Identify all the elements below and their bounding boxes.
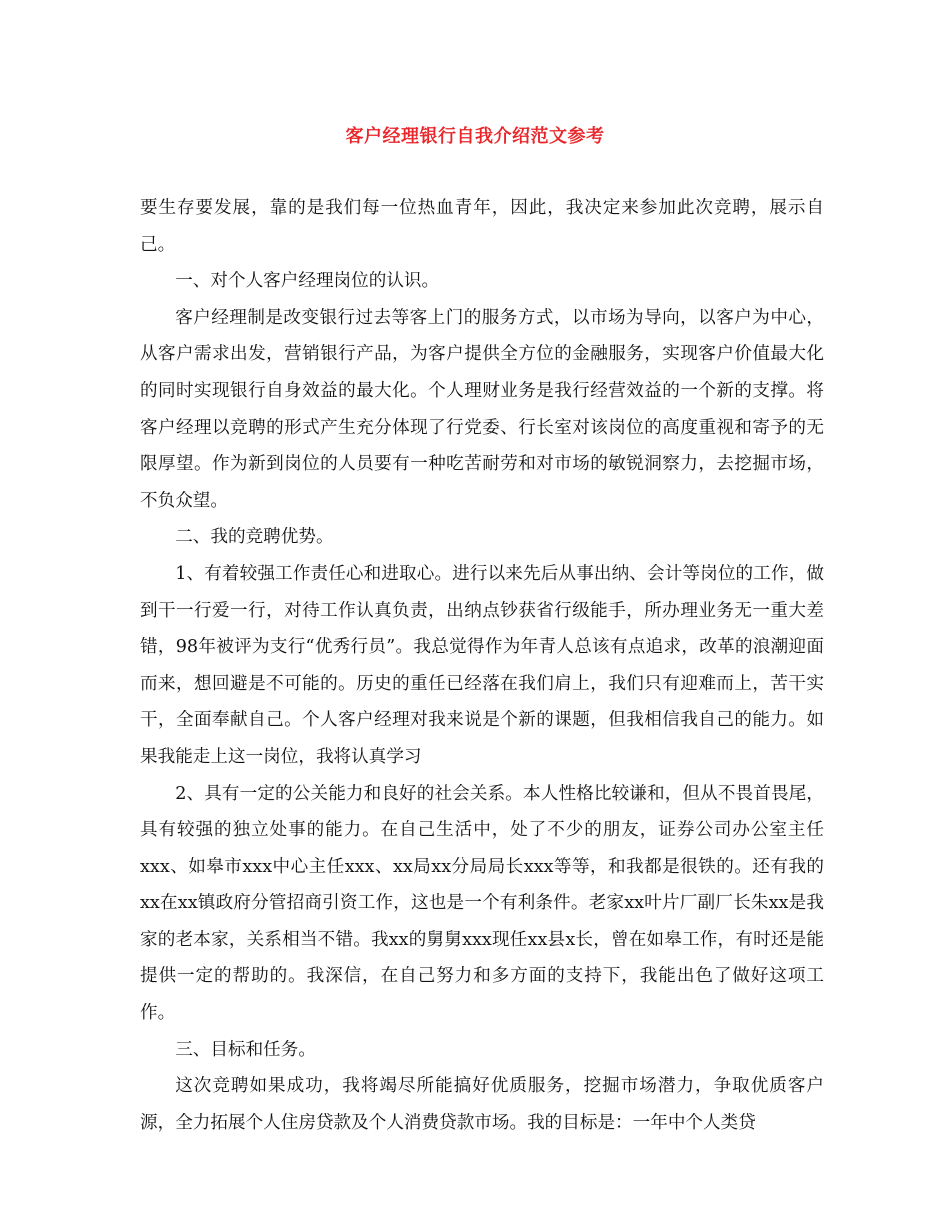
paragraph-advantage-2: 2、具有一定的公关能力和良好的社会关系。本人性格比较谦和，但从不畏首畏尾，具有较强的独立处事的能力。在自己生活中，处了不少的朋友，证券公司办公室主任xxx、如皋市xxx中心主任xxx、xx局xx分局局长xxx等等，和我都是很铁的。还有我的xx在xx镇政府分管招商引资工作，这也是一个有利条件。老家xx叶片厂副厂长朱xx是我家的老本家，关系相当不错。我xx的舅舅xxx现任xx县x长，曾在如皋工作，有时还是能提供一定的帮助的。我深信，在自己努力和多方面的支持下，我能出色了做好这项工作。 — [140, 783, 824, 1024]
paragraph-goals: 这次竞聘如果成功，我将竭尽所能搞好优质服务，挖掘市场潜力，争取优质客户源，全力拓展个人住房贷款及个人消费贷款市场。我的目标是：一年中个人类贷 — [140, 1076, 824, 1133]
paragraph-role-understanding: 客户经理制是改变银行过去等客上门的服务方式，以市场为导向，以客户为中心，从客户需求出发，营销银行产品，为客户提供全方位的金融服务，实现客户价值最大化的同时实现银行自身效益的最大化。个人理财业务是我行经营效益的一个新的支撑。将客户经理以竞聘的形式产生充分体现了行党委、行长室对该岗位的高度重视和寄予的无限厚望。作为新到岗位的人员要有一种吃苦耐劳和对市场的敏锐洞察力，去挖掘市场，不负众望。 — [140, 307, 824, 511]
paragraph-intro: 要生存要发展，靠的是我们每一位热血青年，因此，我决定来参加此次竞聘，展示自己。 — [140, 198, 824, 255]
section-heading-1: 一、对个人客户经理岗位的认识。 — [175, 271, 440, 292]
section-heading-3: 三、目标和任务。 — [175, 1039, 316, 1060]
section-heading-2: 二、我的竞聘优势。 — [175, 527, 334, 548]
paragraph-advantage-1: 1、有着较强工作责任心和进取心。进行以来先后从事出纳、会计等岗位的工作，做到干一行爱一行，对待工作认真负责，出纳点钞获省行级能手，所办理业务无一重大差错，98年被评为支行“优秀行员”。我总觉得作为年青人总该有点追求，改革的浪潮迎面而来，想回避是不可能的。历史的重任已经落在我们肩上，我们只有迎难而上，苦干实干，全面奉献自己。个人客户经理对我来说是个新的课题，但我相信我自己的能力。如果我能走上这一岗位，我将认真学习 — [140, 563, 824, 767]
document-body — [140, 190, 824, 1141]
document-title: 客户经理银行自我介绍范文参考 — [345, 126, 605, 147]
